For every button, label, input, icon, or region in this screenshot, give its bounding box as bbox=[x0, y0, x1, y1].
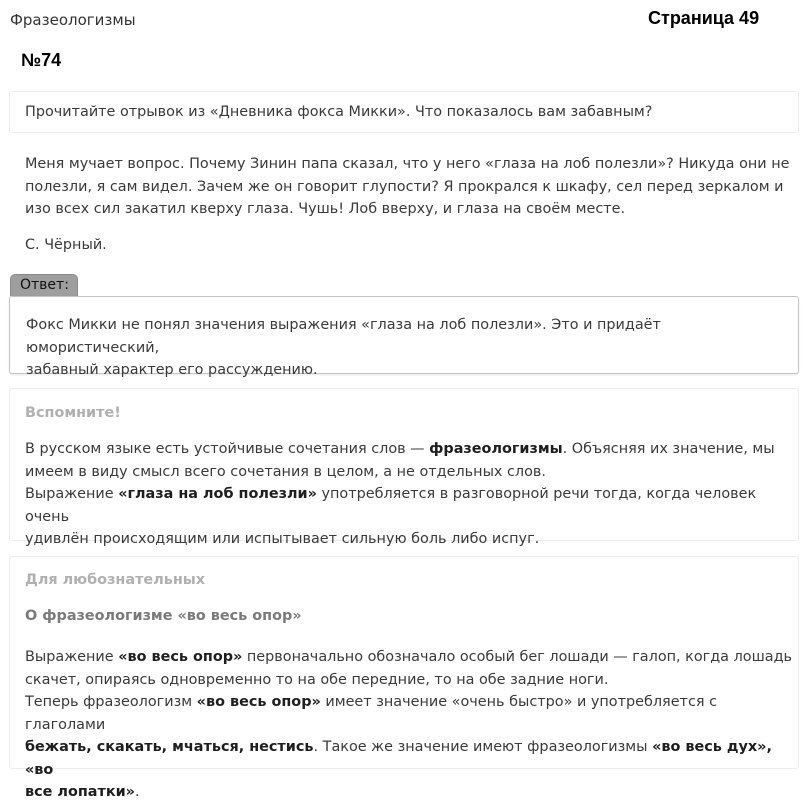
curious-line bbox=[25, 781, 795, 804]
curious-line bbox=[25, 736, 795, 781]
curious-line bbox=[25, 691, 795, 736]
remember-line bbox=[25, 483, 790, 528]
curious-line: скачет, опираясь одновременно то на обе передние, то на обе задние ноги. bbox=[25, 671, 609, 688]
curious-body bbox=[25, 646, 795, 804]
answer-text bbox=[26, 314, 791, 382]
answer-line: забавный характер его рассуждению. bbox=[26, 362, 318, 378]
remember-body bbox=[25, 438, 790, 551]
excerpt-line: полезли, я сам видел. Зачем же он говорит глупости? Я прокрался к шкафу, сел перед зеркалом и bbox=[25, 178, 784, 195]
term-bold: «во весь дух», «во bbox=[25, 739, 772, 778]
text-run: Выражение bbox=[25, 486, 119, 502]
term-bold: фразеологизмы bbox=[429, 441, 563, 457]
answer-label: Ответ: bbox=[10, 274, 78, 296]
curious-subheading: О фразеологизме «во весь опор» bbox=[25, 608, 302, 624]
term-bold: бежать, скакать, мчаться, нестись bbox=[25, 739, 314, 755]
curious-line bbox=[25, 646, 795, 669]
term-bold: все лопатки» bbox=[25, 784, 135, 800]
task-prompt: Прочитайте отрывок из «Дневника фокса Микки». Что показалось вам забавным? bbox=[25, 104, 653, 120]
term-bold: «во весь опор» bbox=[196, 694, 321, 710]
answer-box bbox=[9, 296, 799, 378]
text-run: . bbox=[134, 784, 140, 800]
curious-heading: Для любознательных bbox=[25, 572, 206, 588]
text-run: Выражение bbox=[25, 649, 119, 665]
topic-title: Фразеологизмы bbox=[10, 11, 136, 29]
remember-line: удивлён происходящим или испытывает сильную боль либо испуг. bbox=[25, 531, 540, 547]
answer-line: Фокс Микки не понял значения выражения «глаза на лоб полезли». Это и придаёт юмористический, bbox=[26, 317, 661, 356]
remember-line bbox=[25, 438, 790, 461]
remember-heading: Вспомните! bbox=[25, 405, 121, 421]
term-bold: «во весь опор» bbox=[118, 649, 243, 665]
curious-box bbox=[9, 556, 799, 800]
text-run: . Объясняя их значение, мы bbox=[562, 441, 775, 457]
excerpt-author: С. Чёрный. bbox=[25, 237, 107, 253]
excerpt-text bbox=[25, 153, 795, 221]
text-run: употребляется в разговорной речи тогда, когда человек очень bbox=[25, 486, 757, 525]
remember-box bbox=[9, 388, 799, 547]
remember-line: имеем в виду смысл всего сочетания в целом, а не отдельных слов. bbox=[25, 463, 546, 480]
text-run: первоначально обозначало особый бег лошади — галоп, когда лошадь bbox=[242, 649, 792, 665]
text-run: имеет значение «очень быстро» и употребляется с глаголами bbox=[25, 694, 717, 733]
task-box bbox=[9, 91, 799, 133]
exercise-number: №74 bbox=[21, 50, 62, 70]
text-run: Теперь фразеологизм bbox=[25, 694, 197, 710]
text-run: . Такое же значение имеют фразеологизмы bbox=[313, 739, 653, 755]
term-bold: «глаза на лоб полезли» bbox=[118, 486, 317, 502]
text-run: В русском языке есть устойчивые сочетания слов — bbox=[25, 441, 430, 457]
excerpt-line: изо всех сил закатил кверху глаза. Чушь! Лоб вверху, и глаза на своём месте. bbox=[25, 201, 626, 217]
excerpt-line: Меня мучает вопрос. Почему Зинин папа сказал, что у него «глаза на лоб полезли»? Никуда они не bbox=[25, 156, 790, 172]
page-number: Страница 49 bbox=[648, 8, 760, 28]
